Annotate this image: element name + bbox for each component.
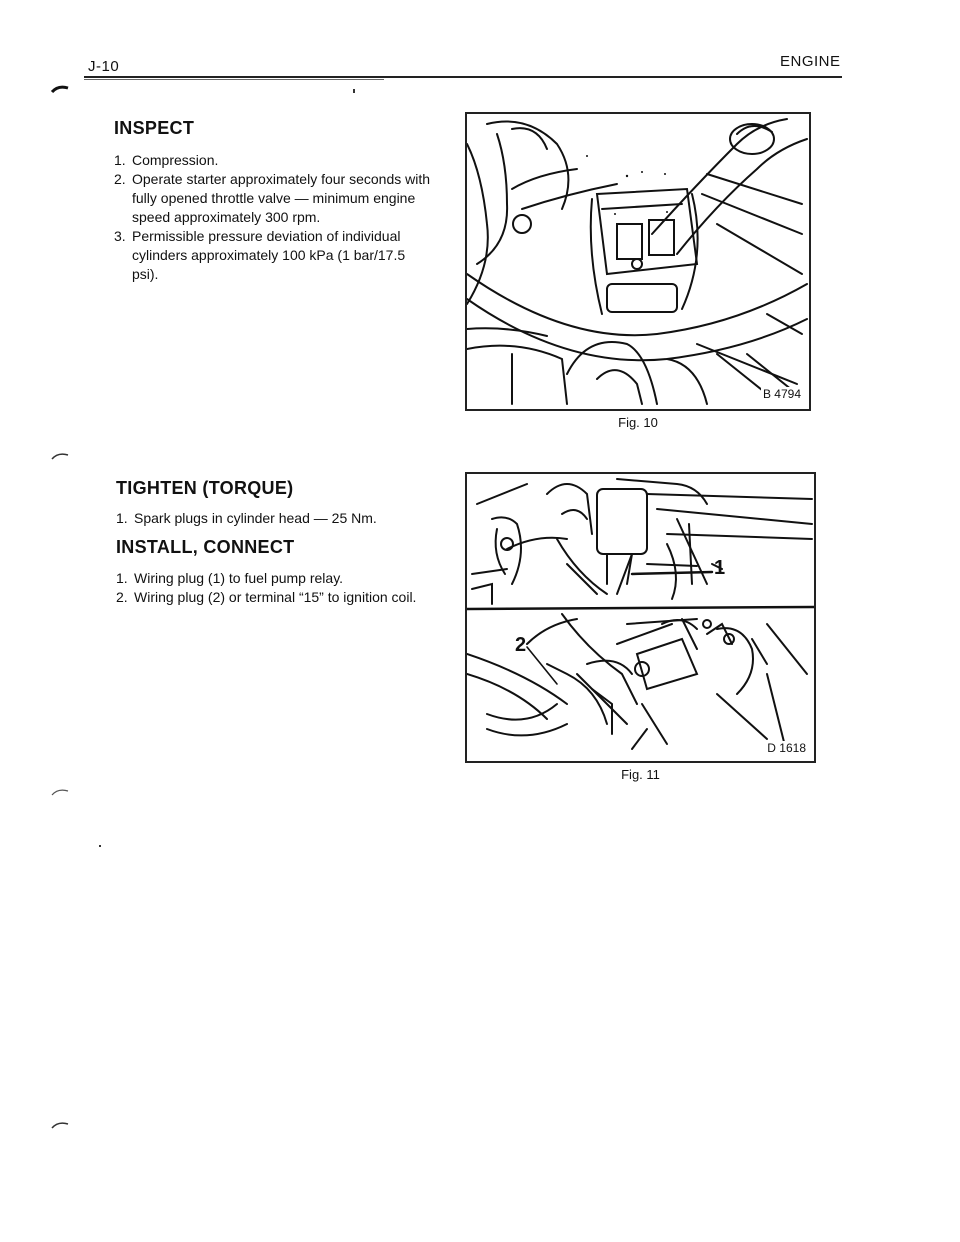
- tighten-steps: [116, 509, 446, 528]
- margin-mark-1: [50, 84, 70, 94]
- install-step-1: 1. Wiring plug (1) to fuel pump relay.: [116, 570, 344, 586]
- header-rule-shadow: [84, 79, 384, 80]
- tighten-section: [116, 478, 446, 528]
- inspect-step-2: 2. Operate starter approximately four seconds with fully opened throttle valve — minimum engine speed approximately 300 rpm.: [114, 171, 431, 225]
- header-rule: [84, 76, 842, 78]
- margin-mark-3: [50, 787, 70, 797]
- section-title: ENGINE: [780, 53, 841, 70]
- margin-mark-4: [50, 1120, 70, 1130]
- figure-11-caption: Fig. 11: [621, 767, 660, 782]
- figure-10-illustration: [465, 112, 811, 411]
- inspect-title: INSPECT: [114, 118, 195, 138]
- install-steps: [116, 569, 446, 607]
- inspect-section: [114, 118, 434, 284]
- page-number: J-10: [88, 58, 120, 75]
- inspect-step-1: 1. Compression.: [114, 152, 219, 168]
- margin-mark-2: [50, 451, 70, 461]
- tighten-title: TIGHTEN (TORQUE): [116, 478, 294, 498]
- figure-11-illustration: [465, 472, 816, 763]
- figure-10-caption: Fig. 10: [618, 415, 658, 430]
- fuel-relay-line-drawing: [467, 114, 809, 409]
- callout-2: 2: [515, 634, 527, 656]
- inspect-steps: [114, 151, 434, 284]
- install-title: INSTALL, CONNECT: [116, 537, 295, 557]
- callout-1: 1: [714, 557, 726, 579]
- scan-speck: [353, 89, 355, 93]
- scan-dot: [99, 845, 101, 847]
- figure-11-code: D 1618: [767, 741, 806, 755]
- install-step-2: 2. Wiring plug (2) or terminal “15” to ignition coil.: [116, 589, 417, 605]
- wiring-plug-line-drawing: [467, 474, 814, 761]
- install-section: [116, 537, 446, 607]
- figure-10-code: B 4794: [762, 387, 801, 401]
- inspect-step-3: 3. Permissible pressure deviation of individual cylinders approximately 100 kPa (1 bar/17.5 psi).: [114, 228, 406, 282]
- tighten-step-1: 1. Spark plugs in cylinder head — 25 Nm.: [116, 510, 377, 526]
